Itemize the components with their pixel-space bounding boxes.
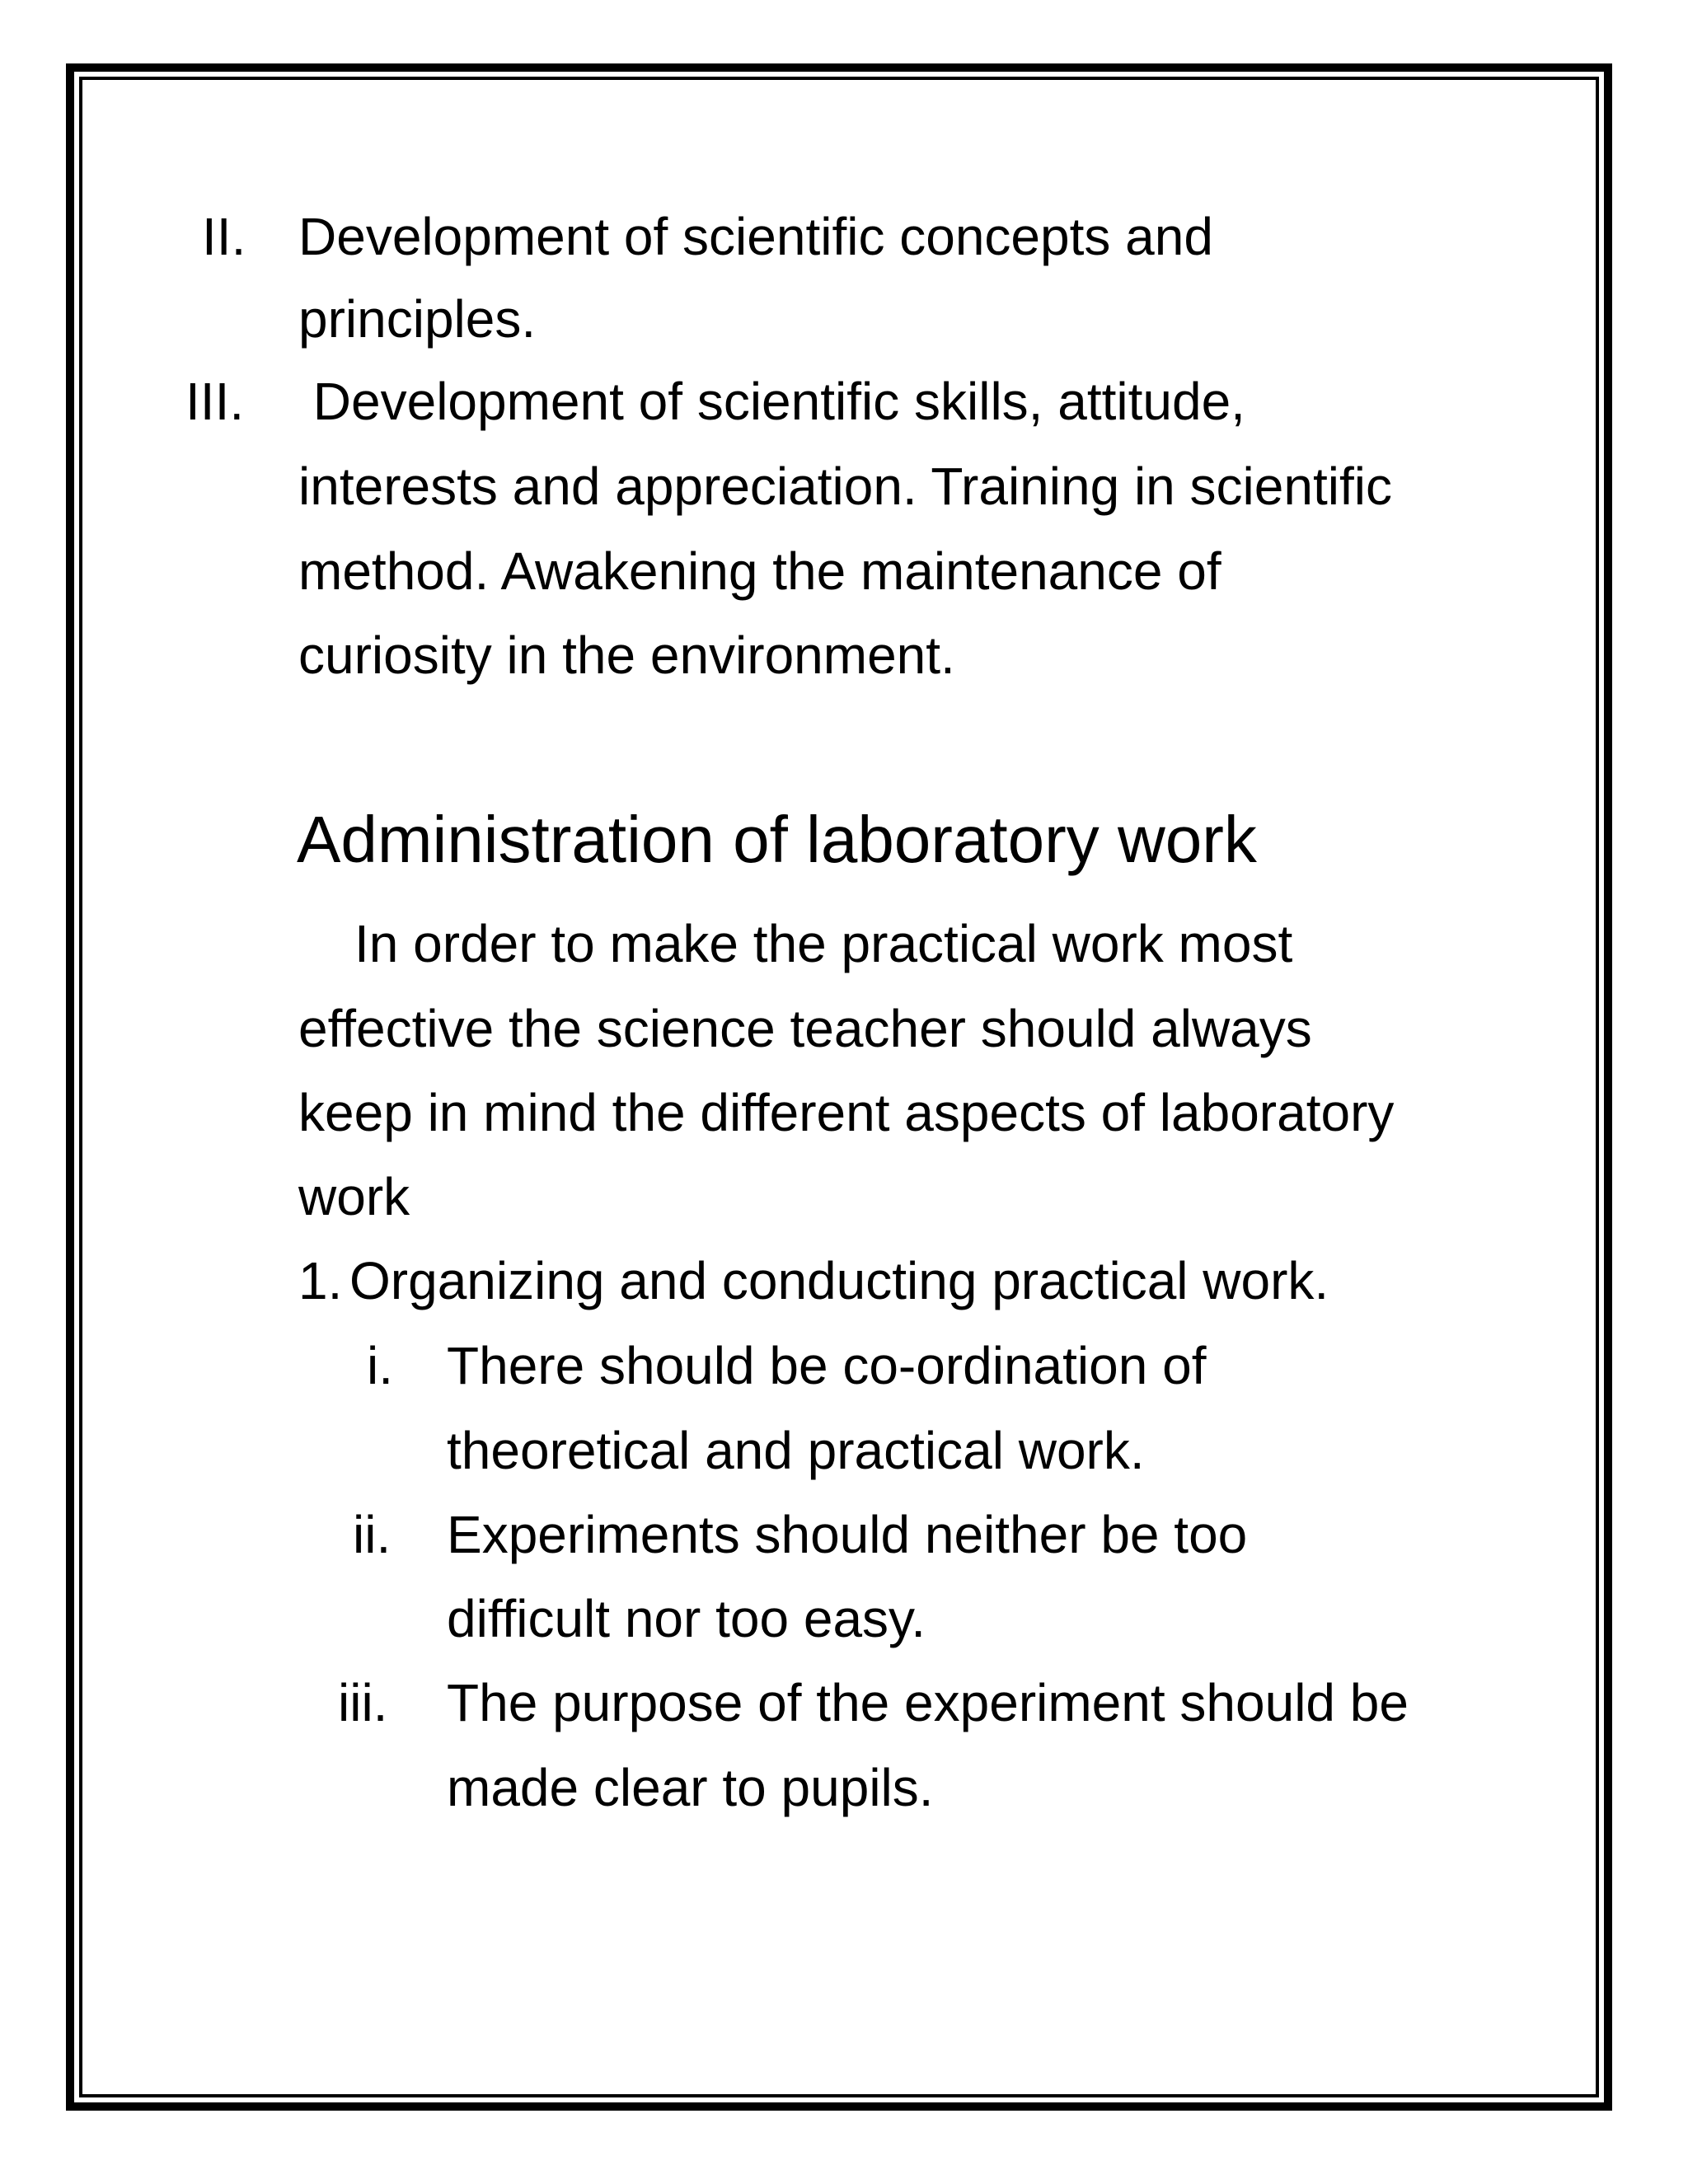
list-item-iii-line-1: Development of scientific skills, attitude, — [298, 372, 1245, 431]
paragraph-line-1: In order to make the practical work most — [354, 914, 1293, 973]
sub-item-iii-line-1: The purpose of the experiment should be — [447, 1673, 1409, 1732]
sub-item-ii-line-2: difficult nor too easy. — [447, 1589, 926, 1648]
numbered-item-1-text: Organizing and conducting practical work. — [349, 1251, 1329, 1310]
paragraph-line-4: work — [298, 1167, 410, 1226]
paragraph-line-3: keep in mind the different aspects of laboratory — [298, 1083, 1395, 1142]
sub-item-ii-line-1: Experiments should neither be too — [447, 1505, 1248, 1564]
list-item-iii-line-3: method. Awakening the maintenance of — [298, 541, 1221, 601]
list-marker-iii: III. — [185, 372, 245, 431]
list-item-iii-line-2: interests and appreciation. Training in scientific — [298, 457, 1392, 516]
list-item-iii-line-4: curiosity in the environment. — [298, 626, 955, 685]
numbered-marker-1: 1. — [298, 1251, 343, 1310]
section-heading: Administration of laboratory work — [297, 803, 1257, 876]
sub-item-i-line-2: theoretical and practical work. — [447, 1421, 1145, 1480]
sub-marker-i: i. — [367, 1336, 393, 1395]
list-item-ii-line-2: principles. — [298, 289, 537, 349]
list-marker-ii: II. — [202, 207, 246, 266]
sub-marker-iii: iii. — [338, 1673, 388, 1732]
sub-item-iii-line-2: made clear to pupils. — [447, 1758, 934, 1817]
paragraph-line-2: effective the science teacher should always — [298, 999, 1312, 1058]
list-item-ii-line-1: Development of scientific concepts and — [298, 207, 1213, 266]
sub-marker-ii: ii. — [353, 1505, 392, 1564]
sub-item-i-line-1: There should be co-ordination of — [447, 1336, 1207, 1395]
